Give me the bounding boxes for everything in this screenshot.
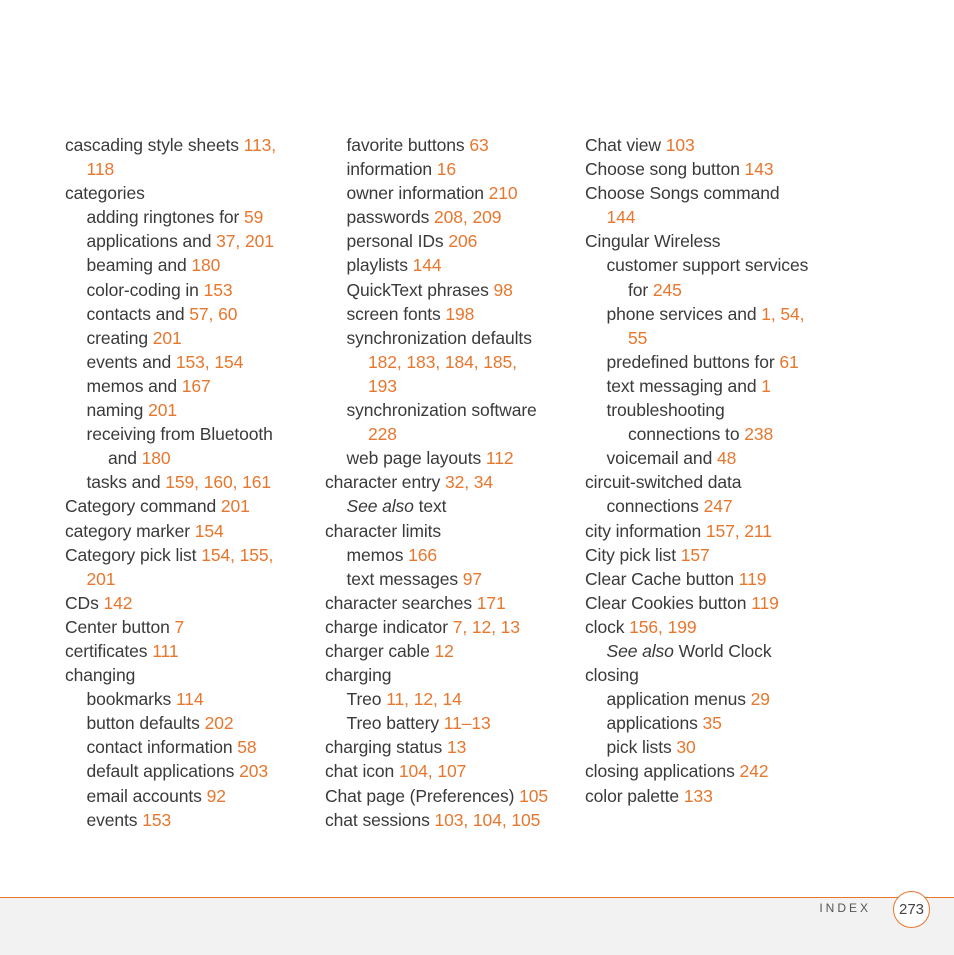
entry-term: character limits xyxy=(325,520,442,541)
entry-term: events and xyxy=(86,351,176,372)
index-entry xyxy=(65,422,305,446)
index-entry xyxy=(325,350,575,374)
index-entry xyxy=(65,663,305,687)
page-reference-link[interactable]: 203 xyxy=(239,761,268,782)
entry-term: email accounts xyxy=(86,785,207,806)
page-reference-link[interactable]: 247 xyxy=(703,496,733,517)
page-reference-link[interactable]: 143 xyxy=(744,159,774,180)
index-entry xyxy=(325,205,575,229)
page-reference-link[interactable]: 202 xyxy=(204,713,234,734)
index-entry xyxy=(585,133,840,157)
page-reference-link[interactable]: 92 xyxy=(206,785,226,806)
entry-term: closing applications xyxy=(585,761,740,782)
entry-term: chat sessions xyxy=(325,809,435,830)
entry-term: memos xyxy=(346,544,409,565)
entry-term: cascading style sheets xyxy=(65,135,244,155)
index-entry xyxy=(325,808,575,832)
index-entry xyxy=(585,615,840,639)
entry-term: Center button xyxy=(65,616,175,637)
index-entry xyxy=(65,253,305,277)
index-entry xyxy=(325,711,575,735)
entry-term: favorite buttons xyxy=(346,135,470,155)
page-reference-link[interactable]: 37, 201 xyxy=(216,231,274,252)
entry-term: events xyxy=(86,809,143,830)
index-entry xyxy=(325,253,575,277)
index-entry xyxy=(325,133,575,157)
index-column-3 xyxy=(585,133,840,808)
index-entry xyxy=(325,735,575,759)
page-reference-link[interactable]: 16 xyxy=(436,159,456,180)
index-entry xyxy=(65,326,305,350)
page-reference-link[interactable]: 144 xyxy=(412,255,442,276)
entry-term: Choose song button xyxy=(585,159,745,180)
entry-term: default applications xyxy=(86,761,240,782)
entry-term: Cingular Wireless xyxy=(585,231,721,252)
page-reference-link[interactable]: 154, 155, xyxy=(201,544,274,565)
page-reference-link[interactable]: 11, 12, 14 xyxy=(386,689,462,710)
entry-term: screen fonts xyxy=(346,303,446,324)
entry-term: charger cable xyxy=(325,640,435,661)
index-column-2 xyxy=(325,133,575,832)
entry-term: and xyxy=(108,448,142,469)
entry-term: web page layouts xyxy=(346,448,486,469)
index-entry xyxy=(325,374,575,398)
entry-term: changing xyxy=(65,665,136,686)
section-label: INDEX xyxy=(819,901,871,915)
page-reference-link[interactable]: 119 xyxy=(738,568,767,589)
page-reference-link[interactable]: 63 xyxy=(469,135,489,155)
page-reference-link[interactable]: 29 xyxy=(750,689,770,710)
page-number: 273 xyxy=(893,891,930,928)
index-entry xyxy=(585,229,840,253)
page-reference-link[interactable]: 245 xyxy=(652,279,682,300)
index-entry xyxy=(65,350,305,374)
entry-term: Clear Cache button xyxy=(585,568,739,589)
index-entry xyxy=(325,591,575,615)
index-entry xyxy=(325,326,575,350)
entry-term: receiving from Bluetooth xyxy=(86,424,273,445)
entry-term: beaming and xyxy=(86,255,192,276)
entry-term: button defaults xyxy=(86,713,205,734)
index-entry xyxy=(585,326,840,350)
entry-term: color palette xyxy=(585,785,684,806)
page-reference-link[interactable]: 166 xyxy=(408,544,438,565)
entry-term: chat icon xyxy=(325,761,399,782)
index-entry xyxy=(325,543,575,567)
page-reference-link[interactable]: 1 xyxy=(761,375,771,396)
index-entry xyxy=(65,615,305,639)
index-entry xyxy=(325,181,575,205)
page-reference-link[interactable]: 7, 12, 13 xyxy=(452,616,520,637)
index-entry xyxy=(585,519,840,543)
page-reference-link[interactable]: 97 xyxy=(462,568,483,589)
entry-term: bookmarks xyxy=(86,689,176,710)
page-reference-link[interactable]: 144 xyxy=(606,207,636,228)
index-entry xyxy=(325,157,575,181)
page-reference-link[interactable]: 201 xyxy=(148,400,177,421)
page-reference-link[interactable]: 153 xyxy=(142,809,172,830)
entry-term: adding ringtones for xyxy=(86,207,244,228)
entry-term: character entry xyxy=(325,472,445,493)
index-entry xyxy=(585,278,840,302)
page-footer xyxy=(0,897,954,955)
page-reference-link[interactable]: 112 xyxy=(485,448,514,469)
entry-term: text messages xyxy=(346,568,463,589)
page-reference-link[interactable]: 154 xyxy=(194,520,224,541)
index-entry xyxy=(325,229,575,253)
entry-term: charging xyxy=(325,665,392,686)
entry-term: naming xyxy=(86,400,149,421)
index-entry xyxy=(65,133,305,157)
entry-term: category marker xyxy=(65,520,195,541)
page-reference-link[interactable]: 208, 209 xyxy=(434,207,502,228)
page-reference-link[interactable]: 133 xyxy=(683,785,713,806)
page-reference-link[interactable]: 1, 54, xyxy=(761,303,805,324)
index-entry xyxy=(585,639,840,663)
index-entry xyxy=(65,494,305,518)
index-entry xyxy=(585,205,840,229)
page-reference-link[interactable]: 111 xyxy=(152,640,179,661)
index-entry xyxy=(585,663,840,687)
page-reference-link[interactable]: 57, 60 xyxy=(189,303,238,324)
index-entry xyxy=(585,350,840,374)
index-entry xyxy=(65,687,305,711)
page-reference-link[interactable]: 119 xyxy=(751,592,779,613)
entry-term: for xyxy=(628,279,653,300)
page-reference-link[interactable]: 32, 34 xyxy=(444,472,494,493)
entry-term: synchronization software xyxy=(346,400,537,421)
page-reference-link[interactable]: 171 xyxy=(476,592,506,613)
entry-term: certificates xyxy=(65,640,153,661)
index-entry xyxy=(325,422,575,446)
entry-term: troubleshooting xyxy=(606,400,725,421)
page-reference-link[interactable]: 103, 104, 105 xyxy=(434,809,541,830)
entry-term: Chat view xyxy=(585,135,666,155)
index-entry xyxy=(585,470,840,494)
page-reference-link[interactable]: 114 xyxy=(175,689,204,710)
entry-term: creating xyxy=(86,327,153,348)
index-entry xyxy=(65,229,305,253)
page-reference-link[interactable]: 182, 183, 184, 185, xyxy=(368,351,517,372)
entry-term: Category command xyxy=(65,496,221,517)
entry-term: QuickText phrases xyxy=(346,279,494,300)
index-entry xyxy=(325,759,575,783)
index-entry xyxy=(65,808,305,832)
entry-term: closing xyxy=(585,665,639,686)
index-entry xyxy=(585,446,840,470)
index-entry xyxy=(585,181,840,205)
page-reference-link[interactable]: 48 xyxy=(716,448,737,469)
page-reference-link[interactable]: 103 xyxy=(665,135,695,155)
index-entry xyxy=(325,519,575,543)
index-entry xyxy=(65,278,305,302)
index-entry xyxy=(585,302,840,326)
page-reference-link[interactable]: 201 xyxy=(220,496,250,517)
entry-term: Chat page (Preferences) xyxy=(325,785,520,806)
page-reference-link[interactable]: 118 xyxy=(86,159,115,180)
entry-term: information xyxy=(346,159,437,180)
index-entry xyxy=(585,398,840,422)
entry-term: text xyxy=(413,496,447,517)
entry-term: contact information xyxy=(86,737,238,758)
entry-term: applications xyxy=(606,713,703,734)
page-reference-link[interactable]: 113, xyxy=(243,135,277,155)
entry-term: charge indicator xyxy=(325,616,453,637)
index-entry xyxy=(65,181,305,205)
entry-term: application menus xyxy=(606,689,751,710)
page-reference-link[interactable]: 98 xyxy=(493,279,513,300)
index-entry xyxy=(65,205,305,229)
entry-term: customer support services xyxy=(606,255,809,276)
index-entry xyxy=(65,784,305,808)
entry-term: CDs xyxy=(65,592,104,613)
page-reference-link[interactable]: 201 xyxy=(152,327,182,348)
page-reference-link[interactable]: 157, 211 xyxy=(705,520,772,541)
index-entry xyxy=(585,591,840,615)
index-entry xyxy=(325,663,575,687)
page-reference-link[interactable]: 30 xyxy=(676,737,696,758)
index-entry xyxy=(65,639,305,663)
index-entry xyxy=(325,278,575,302)
page-reference-link[interactable]: 61 xyxy=(779,351,799,372)
entry-term: city information xyxy=(585,520,706,541)
index-column-1 xyxy=(65,133,305,832)
page-reference-link[interactable]: 7 xyxy=(174,616,185,637)
entry-term: World Clock xyxy=(673,640,772,661)
page-reference-link[interactable]: 180 xyxy=(141,448,171,469)
index-entry xyxy=(325,302,575,326)
page-reference-link[interactable]: 238 xyxy=(744,424,774,445)
index-entry xyxy=(325,687,575,711)
index-entry xyxy=(585,543,840,567)
page-reference-link[interactable]: 156, 199 xyxy=(629,616,697,637)
index-entry xyxy=(325,639,575,663)
entry-term: Treo xyxy=(346,689,387,710)
page-reference-link[interactable]: 159, 160, 161 xyxy=(165,472,272,493)
entry-term: memos and xyxy=(86,375,182,396)
page-reference-link[interactable]: 180 xyxy=(191,255,221,276)
index-entry xyxy=(325,567,575,591)
index-entry xyxy=(325,446,575,470)
page-reference-link[interactable]: 59 xyxy=(243,207,264,228)
index-entry xyxy=(65,567,305,591)
index-entry xyxy=(585,567,840,591)
index-entry xyxy=(65,470,305,494)
entry-term: synchronization defaults xyxy=(346,327,532,348)
page-reference-link[interactable]: 193 xyxy=(368,375,397,396)
index-entry xyxy=(65,374,305,398)
page-reference-link[interactable]: 58 xyxy=(237,737,257,758)
entry-term: Choose Songs command xyxy=(585,183,780,204)
entry-term: playlists xyxy=(346,255,413,276)
entry-term: phone services and xyxy=(606,303,762,324)
index-entry xyxy=(65,759,305,783)
index-entry xyxy=(325,398,575,422)
index-entry xyxy=(325,615,575,639)
index-entry xyxy=(65,543,305,567)
index-entry xyxy=(585,494,840,518)
index-entry xyxy=(65,519,305,543)
index-entry xyxy=(65,157,305,181)
index-entry xyxy=(585,253,840,277)
index-entry xyxy=(585,759,840,783)
page-reference-link[interactable]: 228 xyxy=(368,424,397,445)
index-entry xyxy=(65,398,305,422)
entry-term: Category pick list xyxy=(65,544,202,565)
entry-term: personal IDs xyxy=(346,231,449,252)
entry-term: tasks and xyxy=(86,472,166,493)
index-entry xyxy=(65,591,305,615)
page-reference-link[interactable]: 13 xyxy=(446,737,467,758)
page-reference-link[interactable]: 12 xyxy=(434,640,454,661)
index-entry xyxy=(325,470,575,494)
page-reference-link[interactable]: 104, 107 xyxy=(398,761,467,782)
page-reference-link[interactable]: 55 xyxy=(628,327,648,348)
entry-term: character searches xyxy=(325,592,477,613)
page-reference-link[interactable]: 167 xyxy=(181,375,211,396)
entry-term: City pick list xyxy=(585,544,681,565)
index-entry xyxy=(585,157,840,181)
entry-term: applications and xyxy=(86,231,217,252)
index-entry xyxy=(585,711,840,735)
page-reference-link[interactable]: 242 xyxy=(739,761,769,782)
page-reference-link[interactable]: 210 xyxy=(488,183,518,204)
page-reference-link[interactable]: 153 xyxy=(203,279,233,300)
entry-term: connections xyxy=(606,496,704,517)
index-entry xyxy=(65,735,305,759)
entry-term: voicemail and xyxy=(606,448,717,469)
entry-term: categories xyxy=(65,183,145,204)
index-entry xyxy=(325,784,575,808)
entry-term: passwords xyxy=(346,207,435,228)
entry-term: pick lists xyxy=(606,737,677,758)
page-reference-link[interactable]: 206 xyxy=(448,231,478,252)
entry-term: Treo battery xyxy=(346,713,444,734)
entry-term: connections to xyxy=(628,424,745,445)
see-also-label: See also xyxy=(606,640,674,661)
index-entry xyxy=(585,687,840,711)
see-also-label: See also xyxy=(346,496,414,517)
index-entry xyxy=(585,735,840,759)
entry-term: clock xyxy=(585,616,630,637)
index-entry xyxy=(325,494,575,518)
page-reference-link[interactable]: 142 xyxy=(103,592,133,613)
entry-term: predefined buttons for xyxy=(606,351,780,372)
index-entry xyxy=(585,422,840,446)
entry-term: Clear Cookies button xyxy=(585,592,752,613)
page-reference-link[interactable]: 105 xyxy=(519,785,548,806)
entry-term: color-coding in xyxy=(86,279,204,300)
page-reference-link[interactable]: 157 xyxy=(680,544,710,565)
entry-term: charging status xyxy=(325,737,447,758)
index-entry xyxy=(65,711,305,735)
page-reference-link[interactable]: 11–13 xyxy=(443,713,491,734)
entry-term: contacts and xyxy=(86,303,190,324)
entry-term: circuit-switched data xyxy=(585,472,742,493)
page-reference-link[interactable]: 153, 154 xyxy=(175,351,244,372)
page-reference-link[interactable]: 198 xyxy=(445,303,475,324)
entry-term: text messaging and xyxy=(606,375,762,396)
index-entry xyxy=(65,302,305,326)
page-reference-link[interactable]: 201 xyxy=(86,568,116,589)
index-entry xyxy=(585,784,840,808)
page-reference-link[interactable]: 35 xyxy=(702,713,722,734)
entry-term: owner information xyxy=(346,183,489,204)
index-entry xyxy=(585,374,840,398)
index-entry xyxy=(65,446,305,470)
